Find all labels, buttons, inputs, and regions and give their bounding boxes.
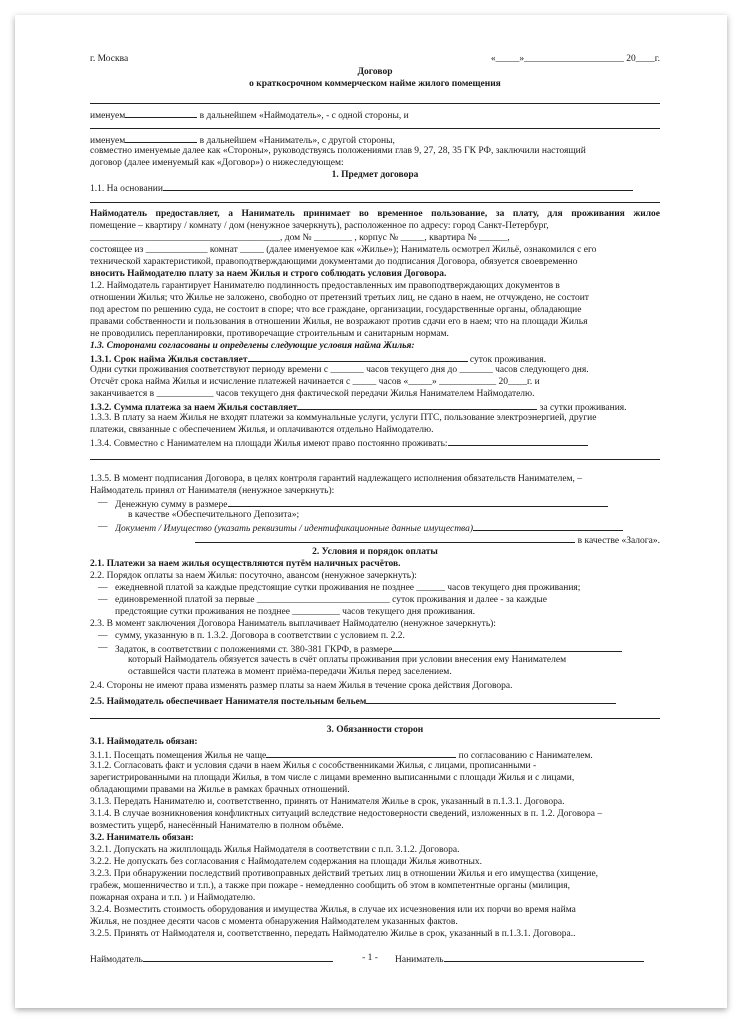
clause-2-2: 2.2. Порядок оплаты за наем Жилья: посуточно, авансом (ненужное зачеркнуть): <box>90 571 417 581</box>
dash-bullet: — <box>98 595 108 605</box>
clause-3-1-3: 3.1.3. Передать Нанимателю и, соответственно, принять от Нанимателя Жилье в срок, указанный в п.1.3.1. Договора. <box>90 797 565 807</box>
clause-text-line: ________________________________________, дом № ________ , корпус № _____, квартира № ______, <box>90 233 510 243</box>
clause-1-3-5: 1.3.5. В момент подписания Договора, в целях контроля гарантий надлежащего исполнения обязательств Нанимателем, – <box>90 474 583 484</box>
clause-text-line: отношении Жилья; что Жилье не заложено, свободно от претензий третьих лиц, не сдано в наем, не отчуждено, не состоит <box>90 293 589 303</box>
dash-bullet: — <box>98 522 108 532</box>
clause-text-line: грабеж, мошенничество и т.п.), а также при пожаре - немедленно сообщить об этом в компетентные органы (милиция, <box>90 881 571 891</box>
section-1-heading: 1. Предмет договора <box>331 170 419 180</box>
clause-1-3-2: 1.3.2. Сумма платежа за наем Жилья составляет за сутки проживания. <box>90 400 660 414</box>
blank-line <box>90 128 660 129</box>
document-title: Договор <box>357 67 393 77</box>
clause-3-2-2: 3.2.2. Не допускать без согласования с Наймодателем содержания на площади Жилья животных. <box>90 857 482 867</box>
blank-line <box>90 202 660 203</box>
clause-text-line: Одни сутки проживания соответствуют периоду времени с _______ часов текущего дня до _______ часов следующего дня. <box>90 365 589 375</box>
clause-text-line: не проводились перепланировки, противоречащие строительным и санитарным нормам. <box>90 329 449 339</box>
blank-line <box>90 718 660 719</box>
dash-bullet: — <box>98 498 108 508</box>
header-date: «_____»_____________________ 20____г. <box>490 54 660 64</box>
clause-text-line: зарегистрированными на площади Жилья, в том числе с лицами временно выписанными с площади Жилья и с лицами, <box>90 773 575 783</box>
payment-option: ежедневной платой за каждые предстоящие сутки проживания не позднее ______ часов текущего дня проживания; <box>115 583 581 593</box>
clause-3-2-5: 3.2.5. Принять от Наймодателя и, соответственно, передать Наймодателю Жилье в срок, указанный в п.1.3.1. Договора.. <box>90 929 576 939</box>
payment-option: предстоящие сутки проживания не позднее __________ часов текущего дня проживания. <box>115 607 476 617</box>
document-subtitle: о краткосрочном коммерческом найме жилого помещения <box>249 79 501 89</box>
clause-1-3-4: 1.3.4. Совместно с Нанимателем на площади Жилья имеют право постоянно проживать: <box>90 436 660 450</box>
dash-bullet: — <box>98 643 108 653</box>
clause-text-line: Отсчёт срока найма Жилья и исчисление платежей начинается с _____ часов «_____» ____________ 20____г. и <box>90 377 540 387</box>
deposit-line: Денежную сумму в размере <box>115 497 660 511</box>
section-2-heading: 2. Условия и порядок оплаты <box>312 547 438 557</box>
section-3-heading: 3. Обязанности сторон <box>326 725 424 735</box>
party-landlord: именуем в дальнейшем «Наймодатель», - с одной стороны, и <box>90 108 660 122</box>
clause-3-1: 3.1. Наймодатель обязан: <box>90 737 198 747</box>
clause-3-1-2: 3.1.2. Согласовать факт и условия сдачи в наем Жилья с сособственниками Жилья, с лицами, прописанными - <box>90 761 537 771</box>
deposit-line: в качестве «Обеспечительного Депозита»; <box>128 510 300 520</box>
clause-3-2: 3.2. Наниматель обязан: <box>90 833 194 843</box>
clause-text-line: заканчивается в ____________ часов текущего дня фактической передачи Жилья Нанимателем Наймодателю. <box>90 389 535 399</box>
clause-2-5: 2.5. Наймодатель обеспечивает Нанимателя постельным бельем <box>90 694 660 708</box>
payment-option: Задаток, в соответствии с положениями ст. 380-381 ГКРФ, в размере <box>115 642 660 656</box>
parties-text-line: совместно именуемые далее как «Стороны», руководствуясь положениями глав 9, 27, 28, 35 ГК РФ, заключили настоящий <box>90 146 586 156</box>
pledge-line: Документ / Имущество (указать реквизиты / идентификационные данные имущества) <box>115 521 660 535</box>
pledge-line: в качестве «Залога». <box>90 533 660 547</box>
clause-text-line: вносить Наймодателю плату за наем Жилья и строго соблюдать условия Договора. <box>90 269 447 279</box>
clause-text-line: состоящее из _____________ комнат _____ (далее именуемое как «Жилье»); Наниматель осмотрел Жильё, ознакомился с его <box>90 245 597 255</box>
page-number: - 1 - <box>362 953 378 963</box>
payment-option: оставшейся части платежа в момент приёма-передачи Жилья перед заселением. <box>128 667 452 677</box>
dash-bullet: — <box>98 631 108 641</box>
clause-text-line: правами собственности и пользования в отношении Жилья, не возражают против сдачи его в наем; что на площади Жилья <box>90 317 588 327</box>
clause-2-1: 2.1. Платежи за наем жилья осуществляются путём наличных расчётов. <box>90 559 401 569</box>
clause-2-3: 2.3. В момент заключения Договора Наниматель выплачивает Наймодателю (ненужное зачеркнуть): <box>90 619 496 629</box>
clause-3-1-4: 3.1.4. В случае возникновения конфликтных ситуаций вследствие недостоверности сведений, изложенных в п. 1.2. Договора – <box>90 809 603 819</box>
parties-text-line: договор (далее именуемый как «Договор») о нижеследующем: <box>90 158 344 168</box>
clause-1-3-3: 1.3.3. В плату за наем Жилья не входят платежи за коммунальные услуги, услуги ПТС, пользование электроэнергией, другие <box>90 413 597 423</box>
clause-text-line: обладающими правами на Жилье в рамках брачных отношений. <box>90 785 350 795</box>
payment-option: сумму, указанную в п. 1.3.2. Договора в соответствии с условием п. 2.2. <box>115 631 405 641</box>
clause-3-2-3: 3.2.3. При обнаружении последствий противоправных действий третьих лиц в отношении Жилья и его имущества (хищение, <box>90 869 599 879</box>
blank-line <box>90 103 660 104</box>
payment-option: который Наймодатель обязуется зачесть в счёт оплаты проживания при условии внесения ему Нанимателем <box>128 655 567 665</box>
clause-1-2: 1.2. Наймодатель гарантирует Нанимателю подлинность предоставленных им правоподтверждающих документов в <box>90 281 560 291</box>
clause-3-2-4: 3.2.4. Возместить стоимость оборудования и имущества Жилья, в случае их исчезновения или их порчи во время найма <box>90 905 576 915</box>
blank-line <box>90 459 660 460</box>
clause-1-1: 1.1. На основании <box>90 181 660 195</box>
clause-text-line: помещение – квартиру / комнату / дом (ненужное зачеркнуть), расположенное по адресу: город Санкт-Петербург, <box>90 221 549 231</box>
clause-text-line: Жилья, не позднее десяти часов с момента обнаружения Наймодателем указанных фактов. <box>90 917 458 927</box>
payment-option: единовременной платой за первые ____________________________ суток проживания и далее - за каждые <box>115 595 547 605</box>
clause-text-line: возместить ущерб, нанесённый Нанимателю в полном объёме. <box>90 821 344 831</box>
clause-1-3: 1.3. Сторонами согласованы и определены следующие условия найма Жилья: <box>90 341 415 351</box>
signature-footer: Наймодатель <box>90 952 660 966</box>
party-tenant: именуем в дальнейшем «Наниматель», с другой стороны, <box>90 133 660 147</box>
clause-3-1-1: 3.1.1. Посещать помещения Жилья не чаще по согласованию с Нанимателем. <box>90 748 660 762</box>
header-city: г. Москва <box>90 54 129 64</box>
clause-3-2-1: 3.2.1. Допускать на жилплощадь Жилья Наймодателя в соответствии с п.п. 3.1.2. Договора. <box>90 845 460 855</box>
clause-2-4: 2.4. Стороны не имеют права изменять размер платы за наем Жилья в течение срока действия Договора. <box>90 681 513 691</box>
clause-text-line: Наймодатель предоставляет, а Наниматель принимает во временное пользование, за плату, для проживания жилое <box>90 209 660 219</box>
clause-text-line: под арестом по решению суда, не состоит в споре; что все граждане, организации, государственные органы, обладающие <box>90 305 582 315</box>
clause-text-line: технической характеристикой, правоподтверждающими документами до подписания Договора, обязуется своевременно <box>90 257 578 267</box>
clause-text-line: платежи, связанные с обеспечением Жилья, и оплачиваются отдельно Наймодателю. <box>90 425 434 435</box>
clause-text-line: Наймодатель принял от Нанимателя (ненужное зачеркнуть): <box>90 486 335 496</box>
clause-text-line: пожарная охрана и т.п. ) и Наймодателю. <box>90 893 256 903</box>
clause-1-3-1: 1.3.1. Срок найма Жилья составляет суток проживания. <box>90 352 660 366</box>
signature-tenant: Наниматель <box>395 952 660 966</box>
dash-bullet: — <box>98 583 108 593</box>
